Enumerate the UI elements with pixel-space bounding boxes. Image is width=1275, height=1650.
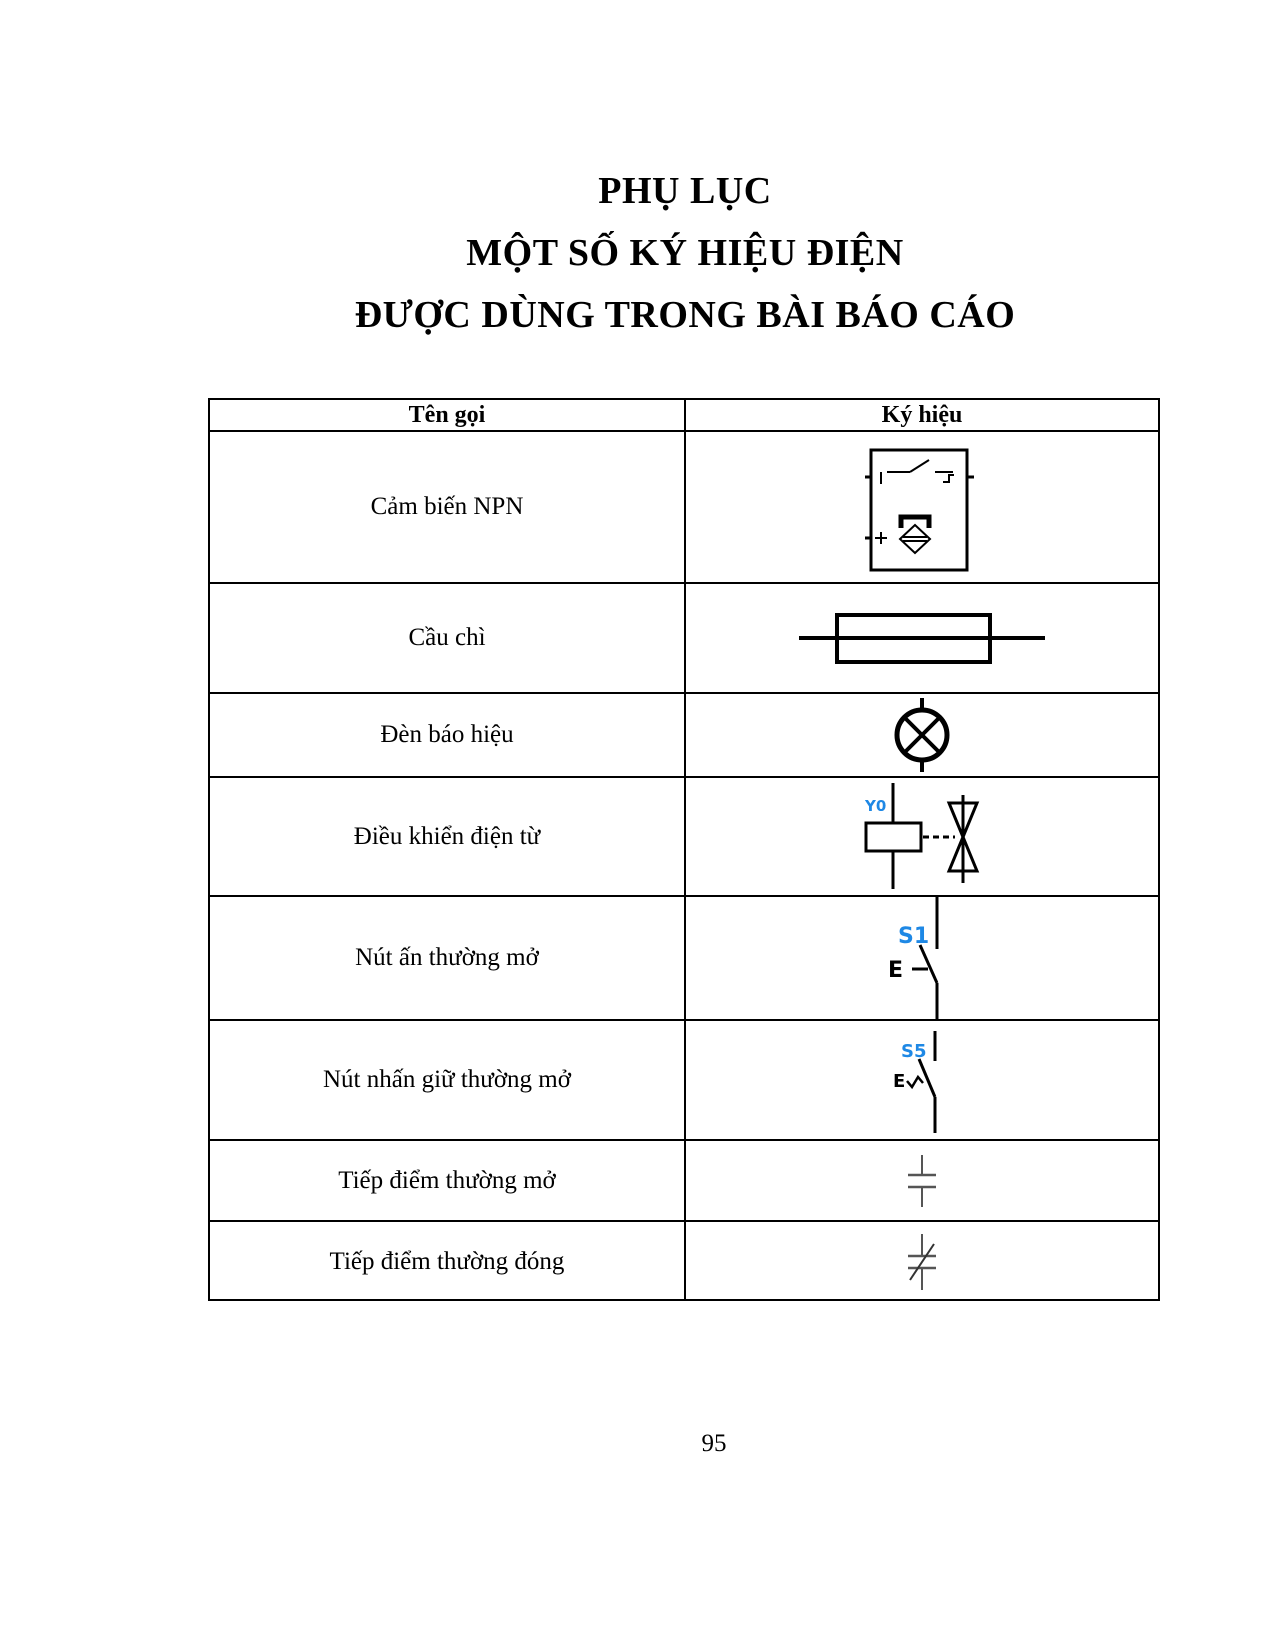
fuse-icon — [797, 608, 1047, 668]
latching-pushbutton-sub-label: E — [893, 1071, 906, 1092]
title-line-1: PHỤ LỤC — [598, 170, 772, 212]
solenoid-label: Y0 — [865, 796, 887, 815]
title-line-2: MỘT SỐ KÝ HIỆU ĐIỆN — [466, 232, 904, 274]
npn-sensor-icon — [857, 442, 987, 572]
solenoid-valve-icon — [857, 781, 987, 893]
row-symbol — [686, 1141, 1158, 1220]
page-number: 95 — [701, 1430, 727, 1457]
row-name: Cảm biến NPN — [370, 493, 524, 520]
pushbutton-no-icon — [882, 897, 962, 1019]
row-name: Điều khiển điện từ — [353, 822, 541, 850]
latching-pushbutton-no-icon — [887, 1021, 957, 1139]
header-name: Tên gọi — [408, 401, 486, 428]
contact-no-icon — [902, 1151, 942, 1211]
row-name: Cầu chì — [408, 624, 486, 651]
pushbutton-sub-label: E — [888, 958, 904, 983]
row-name: Tiếp điểm thường mở — [338, 1166, 556, 1194]
row-symbol — [686, 1222, 1158, 1301]
title-line-3: ĐƯỢC DÙNG TRONG BÀI BÁO CÁO — [354, 294, 1016, 336]
row-name: Nút ấn thường mở — [355, 944, 539, 971]
row-symbol — [686, 1021, 1158, 1139]
symbols-table — [208, 398, 1160, 1301]
row-symbol — [686, 584, 1158, 692]
row-symbol — [686, 432, 1158, 582]
row-symbol — [686, 694, 1158, 776]
row-symbol — [686, 778, 1158, 895]
signal-lamp-icon — [887, 696, 957, 774]
row-name: Nút nhấn giữ thường mở — [323, 1066, 571, 1093]
pushbutton-label: S1 — [898, 924, 930, 949]
row-name: Đèn báo hiệu — [380, 721, 514, 748]
latching-pushbutton-label: S5 — [901, 1041, 927, 1062]
header-symbol: Ký hiệu — [881, 401, 963, 428]
row-name: Tiếp điểm thường đóng — [329, 1247, 565, 1275]
contact-nc-icon — [902, 1230, 942, 1294]
row-symbol — [686, 897, 1158, 1019]
